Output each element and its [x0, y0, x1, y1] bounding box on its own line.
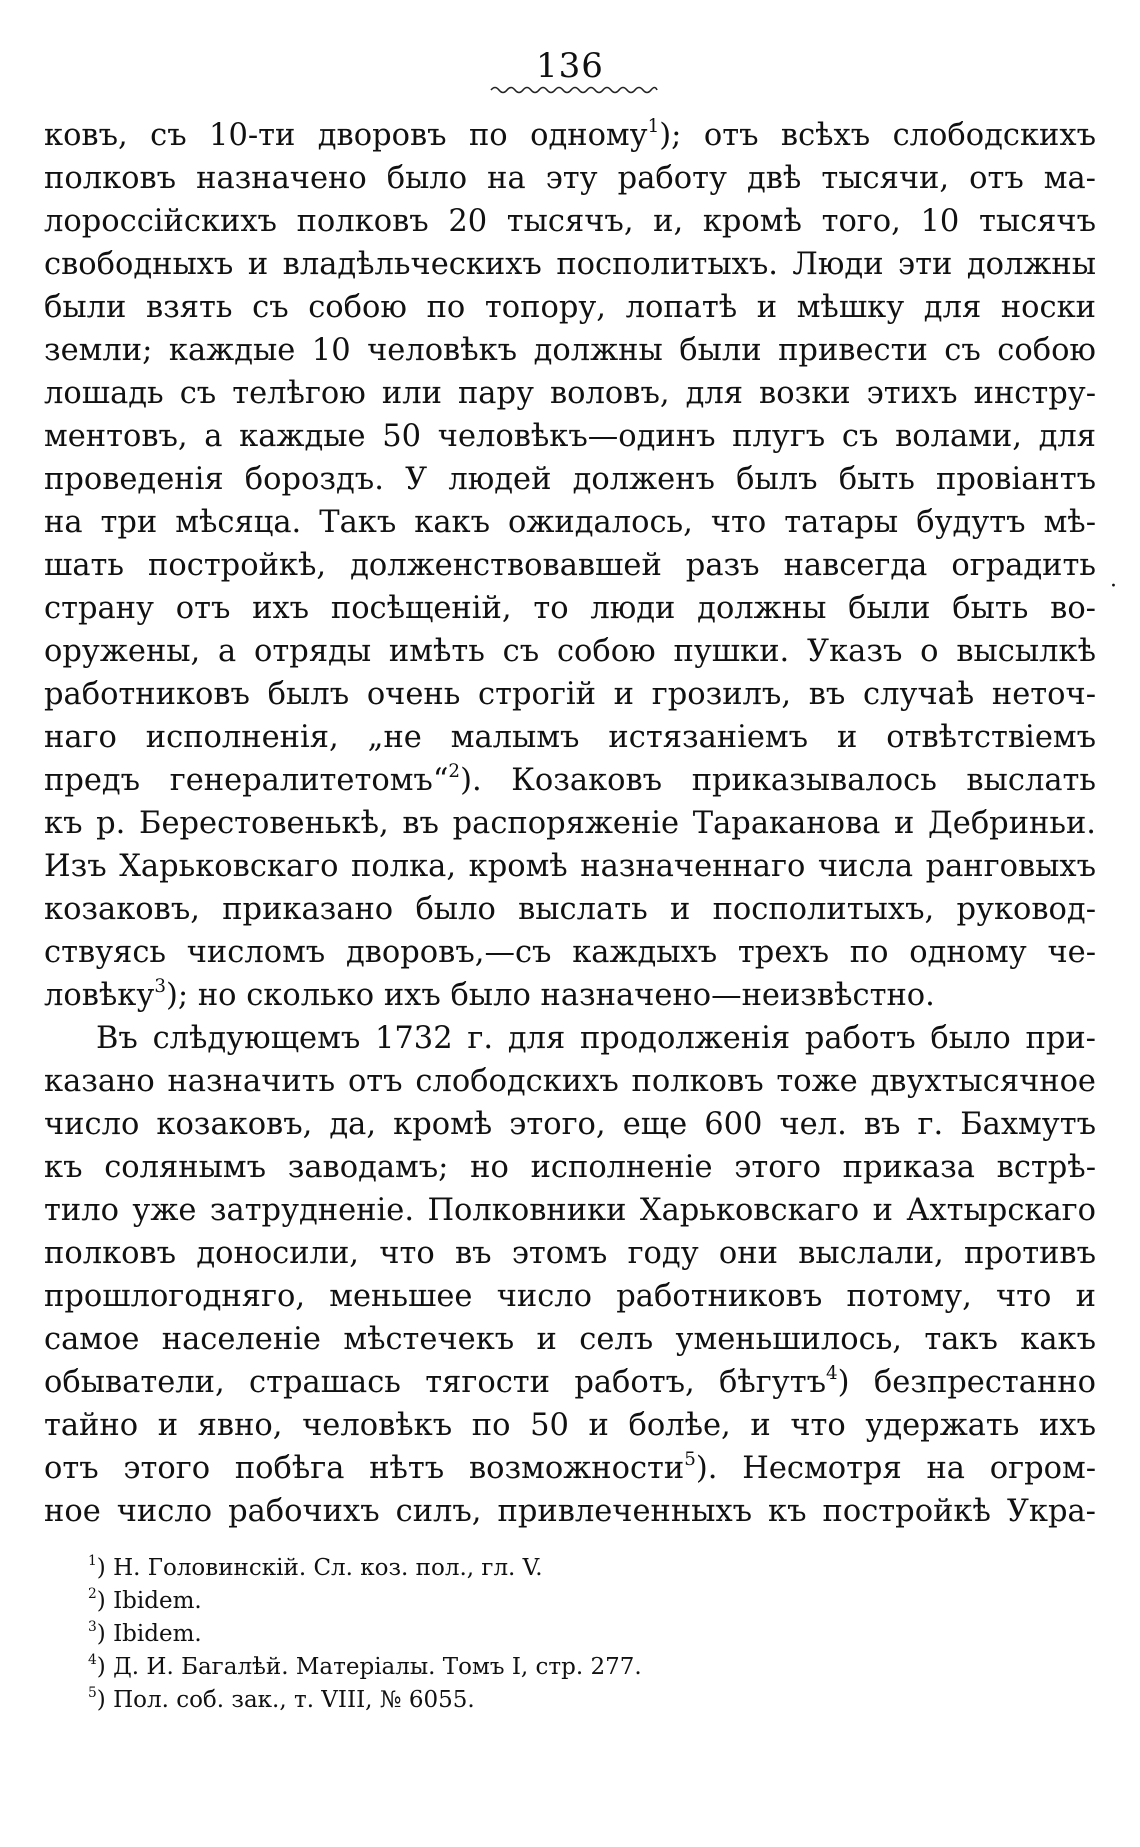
body-text	[44, 114, 1096, 1533]
text-line	[44, 458, 1096, 501]
text-line-content: полковъ назначено было на эту работу двѣ тысячи, отъ ма-	[44, 161, 1096, 196]
text-line	[44, 114, 1096, 157]
text-line-content: тайно и явно, человѣкъ по 50 и болѣе, и что удержать ихъ	[44, 1408, 1096, 1443]
text-line-content: самое населеніе мѣстечекъ и селъ уменьшилось, такъ какъ	[44, 1322, 1096, 1357]
text-line-content: были взять съ собою по топору, лопатѣ и мѣшку для носки	[44, 290, 1096, 325]
footnote-text: ) Ibidem.	[96, 1621, 202, 1647]
text-line	[44, 1490, 1096, 1533]
text-line	[44, 630, 1096, 673]
text-line	[44, 286, 1096, 329]
footnote-text: ) Н. Головинскій. Сл. коз. пол., гл. V.	[96, 1555, 543, 1581]
text-line	[44, 372, 1096, 415]
text-line-content: лороссійскихъ полковъ 20 тысячъ, и, кромѣ того, 10 тысячъ	[44, 204, 1096, 239]
text-line	[44, 759, 1096, 802]
text-line-content: Въ слѣдующемъ 1732 г. для продолженія работъ было при-	[96, 1021, 1096, 1056]
text-line	[44, 1447, 1096, 1490]
text-line-content: ловѣку	[44, 978, 155, 1013]
text-line	[44, 157, 1096, 200]
footnote-text: ) Пол. соб. зак., т. VIII, № 6055.	[96, 1687, 475, 1713]
text-line-content: наго исполненія, „не малымъ истязаніемъ и отвѣтствіемъ	[44, 720, 1096, 755]
text-line	[44, 1361, 1096, 1404]
footnote-mark: 4	[88, 1651, 97, 1668]
footnote-mark: 3	[88, 1618, 97, 1635]
footnote-text: ) Д. И. Багалѣй. Матеріалы. Томъ I, стр. 277.	[96, 1654, 642, 1680]
text-line	[44, 845, 1096, 888]
footnote	[88, 1618, 1088, 1651]
text-line	[44, 200, 1096, 243]
footnote-mark: 1	[88, 1552, 97, 1569]
text-line	[44, 1404, 1096, 1447]
text-line	[44, 1189, 1096, 1232]
text-line-content: полковъ доносили, что въ этомъ году они выслали, противъ	[44, 1236, 1096, 1271]
text-line	[44, 888, 1096, 931]
text-line-content: проведенія бороздъ. У людей долженъ былъ быть провіантъ	[44, 462, 1096, 497]
footnotes	[88, 1552, 1088, 1717]
text-line-continuation: ). Козаковъ приказывалось выслать	[460, 763, 1097, 798]
text-line	[44, 1318, 1096, 1361]
page-number: 136	[536, 46, 604, 86]
footnote-reference: 4	[826, 1363, 838, 1385]
text-line-content: къ солянымъ заводамъ; но исполненіе этого приказа встрѣ-	[44, 1150, 1096, 1185]
footnote	[88, 1651, 1088, 1684]
text-line-content: оружены, а отряды имѣть съ собою пушки. Указъ о высылкѣ	[44, 634, 1096, 669]
footnote	[88, 1684, 1088, 1717]
text-line-content: работниковъ былъ очень строгій и грозилъ, въ случаѣ неточ-	[44, 677, 1096, 712]
footnote-reference: 2	[448, 761, 461, 783]
text-line-content: страну отъ ихъ посѣщеній, то люди должны были быть во-	[44, 591, 1096, 626]
text-line	[44, 1103, 1096, 1146]
page-number-ornament	[489, 84, 659, 96]
text-line-continuation: ) безпрестанно	[837, 1365, 1096, 1400]
text-line-content: отъ этого побѣга нѣтъ возможности	[44, 1451, 685, 1486]
footnote-mark: 5	[88, 1684, 97, 1701]
text-line-continuation: ); но сколько ихъ было назначено—неизвѣстно.	[165, 978, 935, 1013]
text-line-content: ментовъ, а каждые 50 человѣкъ—одинъ плугъ съ волами, для	[44, 419, 1096, 454]
text-line-content: число козаковъ, да, кромѣ этого, еще 600 чел. въ г. Бахмутъ	[44, 1107, 1096, 1142]
text-line	[44, 802, 1096, 845]
text-line	[44, 501, 1096, 544]
text-line	[44, 673, 1096, 716]
text-line-content: ное число рабочихъ силъ, привлеченныхъ къ постройкѣ Укра-	[44, 1494, 1096, 1529]
text-line-content: шать постройкѣ, долженствовавшей разъ навсегда оградить	[44, 548, 1096, 583]
text-line	[44, 243, 1096, 286]
text-line	[44, 415, 1096, 458]
text-line-content: казано назначить отъ слободскихъ полковъ тоже двухтысячное	[44, 1064, 1096, 1099]
text-line	[44, 1017, 1096, 1060]
text-line-content: земли; каждые 10 человѣкъ должны были привести съ собою	[44, 333, 1096, 368]
footnote-mark: 2	[88, 1585, 97, 1602]
text-line-content: тило уже затрудненіе. Полковники Харьковскаго и Ахтырскаго	[44, 1193, 1096, 1228]
text-line	[44, 974, 1096, 1017]
text-line	[44, 587, 1096, 630]
text-line	[44, 1275, 1096, 1318]
text-line	[44, 1060, 1096, 1103]
footnote-reference: 1	[647, 116, 660, 138]
text-line-content: прошлогодняго, меньшее число работниковъ потому, что и	[44, 1279, 1096, 1314]
text-line-content: предъ генералитетомъ“	[44, 763, 449, 798]
text-line-content: обыватели, страшась тягости работъ, бѣгутъ	[44, 1365, 827, 1400]
footnote-reference: 3	[154, 976, 166, 998]
text-line-content: на три мѣсяца. Такъ какъ ожидалось, что татары будутъ мѣ-	[44, 505, 1096, 540]
text-line-content: ствуясь числомъ дворовъ,—съ каждыхъ трехъ по одному че-	[44, 935, 1096, 970]
text-line-content: лошадь съ телѣгою или пару воловъ, для возки этихъ инстру-	[44, 376, 1096, 411]
text-line	[44, 1146, 1096, 1189]
footnote	[88, 1552, 1088, 1585]
footnote	[88, 1585, 1088, 1618]
text-line-content: козаковъ, приказано было выслать и посполитыхъ, руковод-	[44, 892, 1096, 927]
footnote-reference: 5	[684, 1449, 696, 1471]
text-line-continuation: ); отъ всѣхъ слободскихъ	[659, 118, 1096, 153]
margin-mark: ·	[1110, 574, 1117, 599]
text-line	[44, 716, 1096, 759]
text-line-content: Изъ Харьковскаго полка, кромѣ назначеннаго числа ранговыхъ	[44, 849, 1096, 884]
text-line-content: къ р. Берестовенькѣ, въ распоряженіе Тараканова и Дебриньи.	[44, 806, 1096, 841]
text-line-continuation: ). Несмотря на огром-	[695, 1451, 1096, 1486]
footnote-text: ) Ibidem.	[96, 1588, 202, 1614]
text-line-content: свободныхъ и владѣльческихъ посполитыхъ. Люди эти должны	[44, 247, 1096, 282]
text-line-content: ковъ, съ 10-ти дворовъ по одному	[44, 118, 648, 153]
text-line	[44, 329, 1096, 372]
text-line	[44, 1232, 1096, 1275]
text-line	[44, 544, 1096, 587]
text-line	[44, 931, 1096, 974]
